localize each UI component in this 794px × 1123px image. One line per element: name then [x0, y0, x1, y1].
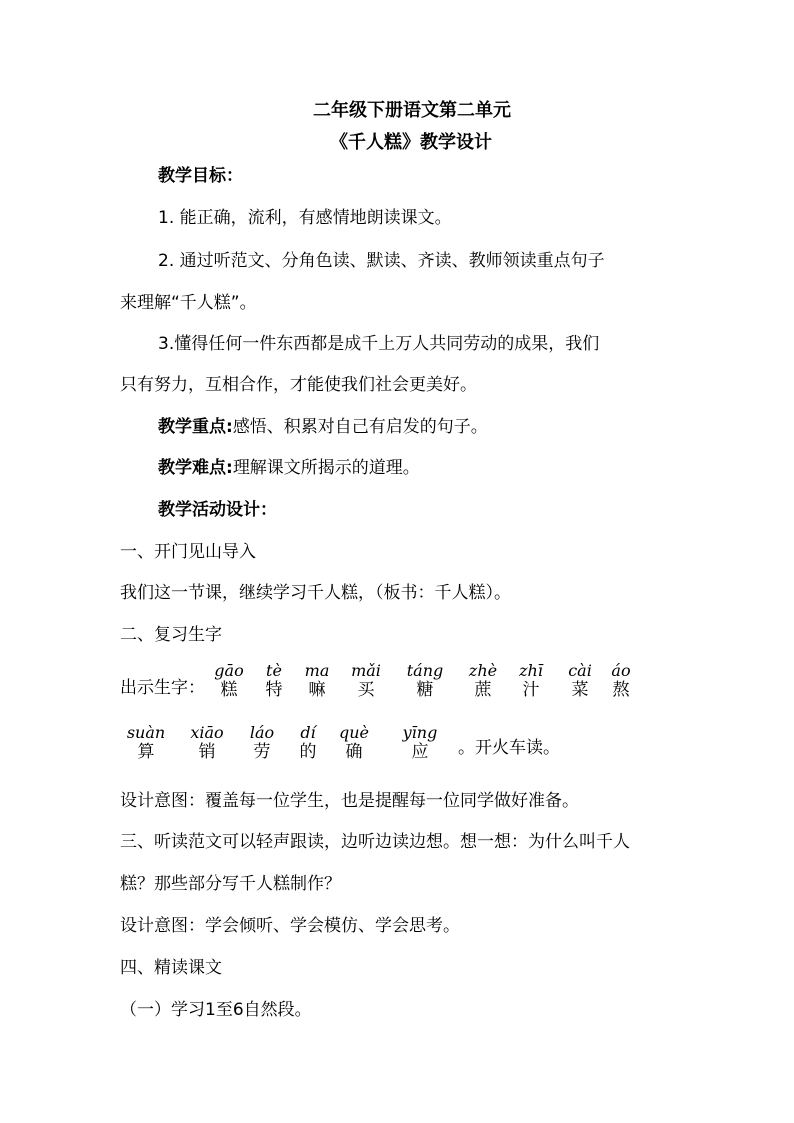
characters-suffix: 。开火车读。	[458, 738, 560, 758]
difficult-point-label: 教学难点:	[158, 458, 233, 478]
hanzi: 应	[411, 742, 429, 762]
design-intent-2: 设计意图：学会倾听、学会模仿、学会思考。	[120, 916, 460, 936]
design-intent-1: 设计意图：覆盖每一位学生，也是提醒每一位同学做好准备。	[120, 791, 579, 811]
hanzi: 汁	[522, 680, 540, 700]
difficult-point	[158, 457, 420, 479]
character-with-pinyin	[601, 662, 641, 700]
character-with-pinyin	[511, 662, 551, 700]
pinyin: què	[338, 723, 369, 742]
hanzi: 蔗	[474, 680, 492, 700]
section-1-text: 我们这一节课，继续学习千人糕，（板书：千人糕）。	[120, 583, 511, 603]
character-with-pinyin	[187, 724, 227, 762]
pinyin: yīng	[402, 723, 438, 742]
character-with-pinyin	[209, 662, 249, 700]
document-title: 二年级下册语文第二单元	[313, 100, 511, 121]
character-with-pinyin	[297, 662, 337, 700]
pinyin: suàn	[126, 723, 166, 742]
hanzi: 熬	[612, 680, 630, 700]
difficult-point-text: 理解课文所揭示的道理。	[232, 458, 420, 478]
pinyin: láo	[249, 723, 275, 742]
characters-prefix: 出示生字：	[120, 678, 205, 698]
section-3-line-1: 三、听读范文可以轻声跟读，边听边读边想。想一想：为什么叫千人	[120, 832, 630, 852]
characters-row-1	[0, 662, 794, 704]
goal-2-line-2: 来理解“千人糕”。	[120, 293, 257, 313]
hanzi: 确	[345, 742, 363, 762]
character-with-pinyin	[346, 662, 386, 700]
section-1-heading: 一、开门见山导入	[120, 542, 256, 562]
section-3-line-2: 糕？那些部分写千人糕制作？	[120, 874, 341, 894]
pinyin: xiāo	[190, 723, 224, 742]
key-point-label: 教学重点:	[158, 417, 233, 437]
pinyin: áo	[611, 661, 631, 680]
character-with-pinyin	[560, 662, 600, 700]
pinyin: táng	[406, 661, 444, 680]
goal-3-line-1: 3.懂得任何一件东西都是成千上万人共同劳动的成果，我们	[158, 334, 600, 354]
goal-3-line-2: 只有努力，互相合作，才能使我们社会更美好。	[120, 375, 477, 395]
hanzi: 劳	[253, 742, 271, 762]
hanzi: 糖	[416, 680, 434, 700]
key-point-text: 感悟、积累对自己有启发的句子。	[232, 417, 488, 437]
hanzi: 算	[137, 742, 155, 762]
section-4-heading: 四、精读课文	[120, 958, 222, 978]
hanzi: 特	[265, 680, 283, 700]
pinyin: ma	[304, 661, 330, 680]
character-with-pinyin	[254, 662, 294, 700]
characters-row-2	[0, 724, 794, 766]
section-2-heading: 二、复习生字	[120, 625, 222, 645]
pinyin: cài	[568, 661, 592, 680]
pinyin: gāo	[214, 661, 244, 680]
activity-heading: 教学活动设计：	[158, 500, 277, 520]
pinyin: zhī	[519, 661, 543, 680]
character-with-pinyin	[405, 662, 445, 700]
goal-1: 1. 能正确，流利，有感情地朗读课文。	[158, 208, 452, 228]
pinyin: zhè	[468, 661, 498, 680]
document-subtitle: 《千人糕》教学设计	[330, 132, 492, 153]
pinyin: dí	[300, 723, 316, 742]
pinyin: mǎi	[351, 661, 381, 680]
goal-2-line-1: 2. 通过听范文、分角色读、默读、齐读、教师领读重点句子	[158, 251, 605, 271]
hanzi: 嘛	[308, 680, 326, 700]
goals-heading: 教学目标：	[158, 166, 243, 186]
character-with-pinyin	[126, 724, 166, 762]
hanzi: 销	[198, 742, 216, 762]
subsection-1: （一）学习1至6自然段。	[120, 1000, 312, 1020]
character-with-pinyin	[242, 724, 282, 762]
character-with-pinyin	[463, 662, 503, 700]
pinyin: tè	[266, 661, 282, 680]
character-with-pinyin	[334, 724, 374, 762]
hanzi: 买	[357, 680, 375, 700]
hanzi: 菜	[571, 680, 589, 700]
character-with-pinyin	[400, 724, 440, 762]
key-point	[158, 416, 488, 438]
hanzi: 糕	[220, 680, 238, 700]
character-with-pinyin	[288, 724, 328, 762]
hanzi: 的	[299, 742, 317, 762]
